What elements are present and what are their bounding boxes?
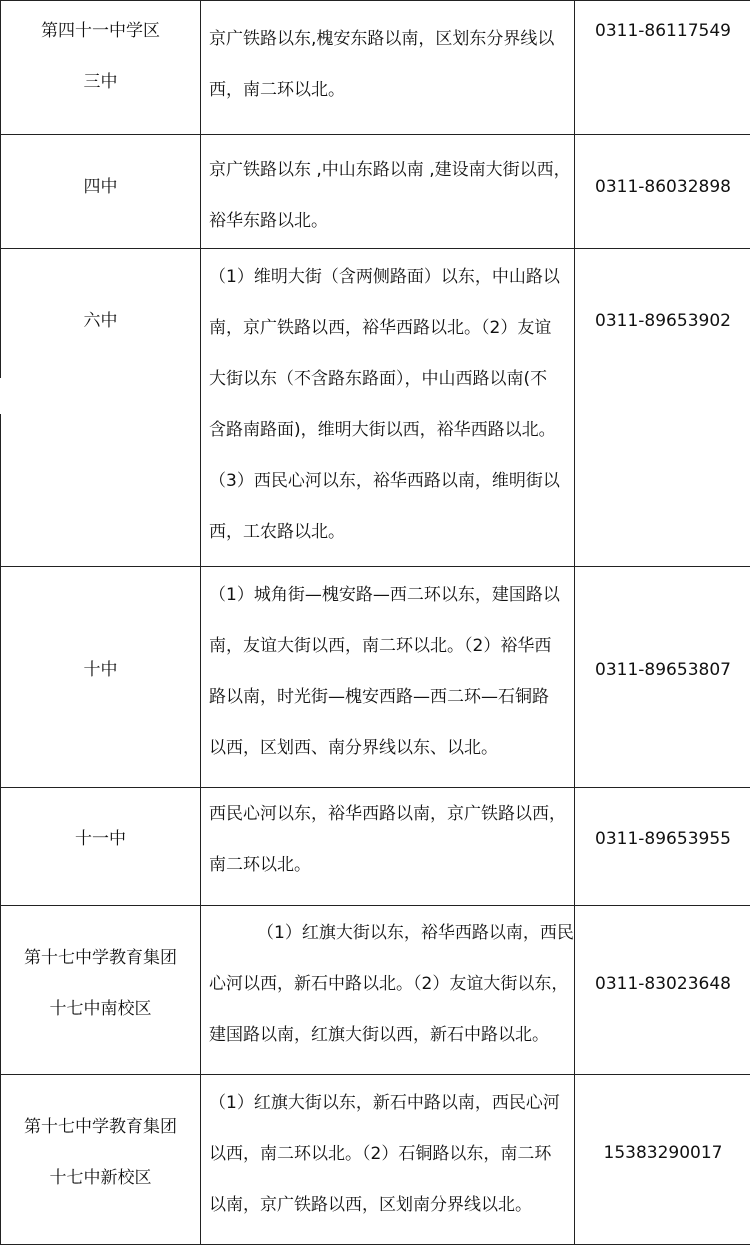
area-cell: [201, 1075, 575, 1245]
phone-cell: [575, 788, 750, 906]
area-line: 以西，南二环以北。（2）石铜路以东，南二环: [201, 1129, 574, 1180]
school-cell: [1, 135, 201, 249]
phone-number: 0311-89653902: [575, 296, 750, 347]
table-row: [1, 788, 750, 906]
area-line: （1）城角街—槐安路—西二环以东，建国路以: [201, 570, 574, 621]
area-line: 含路南路面)，维明大街以西，裕华西路以北。: [201, 405, 574, 456]
area-cell: [201, 788, 575, 906]
phone-number: 0311-83023648: [575, 959, 750, 1010]
area-line: 西，南二环以北。: [201, 65, 574, 116]
phone-number: 0311-89653955: [575, 814, 750, 865]
area-cell: [201, 1, 575, 135]
school-cell: [1, 1075, 201, 1245]
border-gap: [0, 378, 3, 414]
phone-cell: [575, 135, 750, 249]
area-line: 西，工农路以北。: [201, 507, 574, 558]
area-line: 裕华东路以北。: [201, 196, 574, 247]
school-name-line: 第四十一中学区: [1, 6, 200, 57]
area-line: （1）红旗大街以东，裕华西路以南，西民: [201, 908, 574, 959]
school-name-line: 三中: [1, 57, 200, 108]
school-name-line: 四中: [1, 162, 200, 213]
area-line: 南，京广铁路以西，裕华西路以北。（2）友谊: [201, 303, 574, 354]
school-name-line: 第十七中学教育集团: [1, 1102, 200, 1153]
area-cell: [201, 249, 575, 567]
area-line: 以南，京广铁路以西，区划南分界线以北。: [201, 1180, 574, 1231]
area-line: 南，友谊大街以西，南二环以北。（2）裕华西: [201, 621, 574, 672]
area-line: 南二环以北。: [201, 840, 574, 891]
phone-number: 15383290017: [575, 1128, 750, 1179]
phone-number: 0311-89653807: [575, 645, 750, 696]
area-line: 西民心河以东，裕华西路以南，京广铁路以西，: [201, 789, 574, 840]
phone-cell: [575, 1, 750, 135]
border-gap: [746, 378, 750, 414]
school-name-line: 十七中南校区: [1, 984, 200, 1035]
table-row: [1, 1, 750, 135]
area-line: 以西，区划西、南分界线以东、以北。: [201, 723, 574, 774]
phone-cell: [575, 906, 750, 1075]
phone-number: 0311-86117549: [575, 6, 750, 57]
school-cell: [1, 906, 201, 1075]
area-cell: [201, 906, 575, 1075]
table-row: [1, 567, 750, 788]
school-name-line: 第十七中学教育集团: [1, 933, 200, 984]
table-row: [1, 906, 750, 1075]
school-cell: [1, 249, 201, 567]
area-line: 建国路以南，红旗大街以西，新石中路以北。: [201, 1010, 574, 1061]
area-line: 京广铁路以东 ,中山东路以南 ,建设南大街以西，: [201, 145, 574, 196]
school-name-line: 十七中新校区: [1, 1153, 200, 1204]
table-row: [1, 249, 750, 567]
table-row: [1, 135, 750, 249]
school-name-line: 六中: [1, 296, 200, 347]
area-cell: [201, 567, 575, 788]
area-line: 路以南，时光街—槐安西路—西二环—石铜路: [201, 672, 574, 723]
area-line: 大街以东（不含路东路面），中山西路以南(不: [201, 354, 574, 405]
school-name-line: 十中: [1, 645, 200, 696]
school-cell: [1, 1, 201, 135]
table-row: [1, 1075, 750, 1245]
school-cell: [1, 567, 201, 788]
area-line: （3）西民心河以东，裕华西路以南，维明街以: [201, 456, 574, 507]
area-cell: [201, 135, 575, 249]
school-name-line: 十一中: [1, 814, 200, 865]
phone-cell: [575, 249, 750, 567]
area-line: 心河以西，新石中路以北。（2）友谊大街以东，: [201, 959, 574, 1010]
phone-cell: [575, 567, 750, 788]
phone-cell: [575, 1075, 750, 1245]
area-line: （1）维明大街（含两侧路面）以东，中山路以: [201, 252, 574, 303]
phone-number: 0311-86032898: [575, 162, 750, 213]
area-line: 京广铁路以东,槐安东路以南，区划东分界线以: [201, 14, 574, 65]
school-cell: [1, 788, 201, 906]
border-gap: [576, 378, 579, 402]
area-line: （1）红旗大街以东，新石中路以南，西民心河: [201, 1078, 574, 1129]
